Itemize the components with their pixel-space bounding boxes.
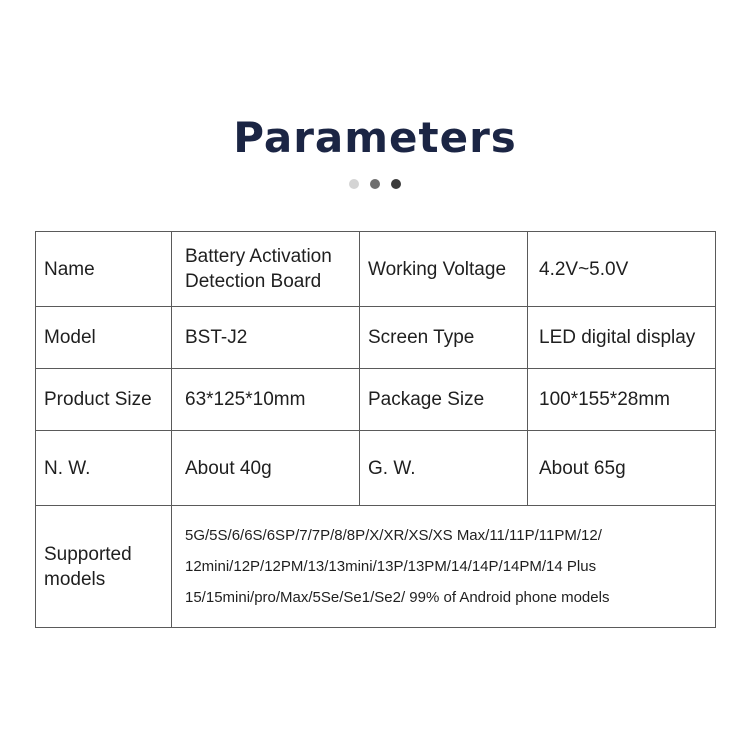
- supported-models-line: 15/15mini/pro/Max/5Se/Se1/Se2/ 99% of Android phone models: [185, 589, 610, 606]
- model-value: BST-J2: [172, 307, 360, 369]
- gross-weight-label: G. W.: [360, 431, 528, 506]
- supported-models-label: Supported models: [36, 506, 172, 628]
- dot-indicator: [349, 179, 359, 189]
- supported-models-line: 12mini/12P/12PM/13/13mini/13P/13PM/14/14P/14PM/14 Plus: [185, 558, 597, 575]
- net-weight-value: About 40g: [172, 431, 360, 506]
- dot-indicator: [391, 179, 401, 189]
- package-size-value: 100*155*28mm: [528, 369, 716, 431]
- table-row: [36, 431, 716, 506]
- screen-type-value: LED digital display: [528, 307, 716, 369]
- dot-indicator: [370, 179, 380, 189]
- working-voltage-label: Working Voltage: [360, 232, 528, 307]
- table-row: [36, 369, 716, 431]
- gross-weight-value: About 65g: [528, 431, 716, 506]
- product-size-value: 63*125*10mm: [172, 369, 360, 431]
- table-row: [36, 232, 716, 307]
- model-label: Model: [36, 307, 172, 369]
- supported-models-value: [172, 506, 716, 628]
- pagination-dots: [0, 179, 750, 189]
- name-label: Name: [36, 232, 172, 307]
- name-value: Battery Activation Detection Board: [172, 232, 360, 307]
- parameters-table: [35, 231, 716, 628]
- supported-models-line: 5G/5S/6/6S/6SP/7/7P/8/8P/X/XR/XS/XS Max/11/11P/11PM/12/: [185, 527, 602, 544]
- product-size-label: Product Size: [36, 369, 172, 431]
- package-size-label: Package Size: [360, 369, 528, 431]
- table-row: [36, 506, 716, 628]
- working-voltage-value: 4.2V~5.0V: [528, 232, 716, 307]
- page-title: Parameters: [233, 113, 517, 162]
- screen-type-label: Screen Type: [360, 307, 528, 369]
- table-row: [36, 307, 716, 369]
- net-weight-label: N. W.: [36, 431, 172, 506]
